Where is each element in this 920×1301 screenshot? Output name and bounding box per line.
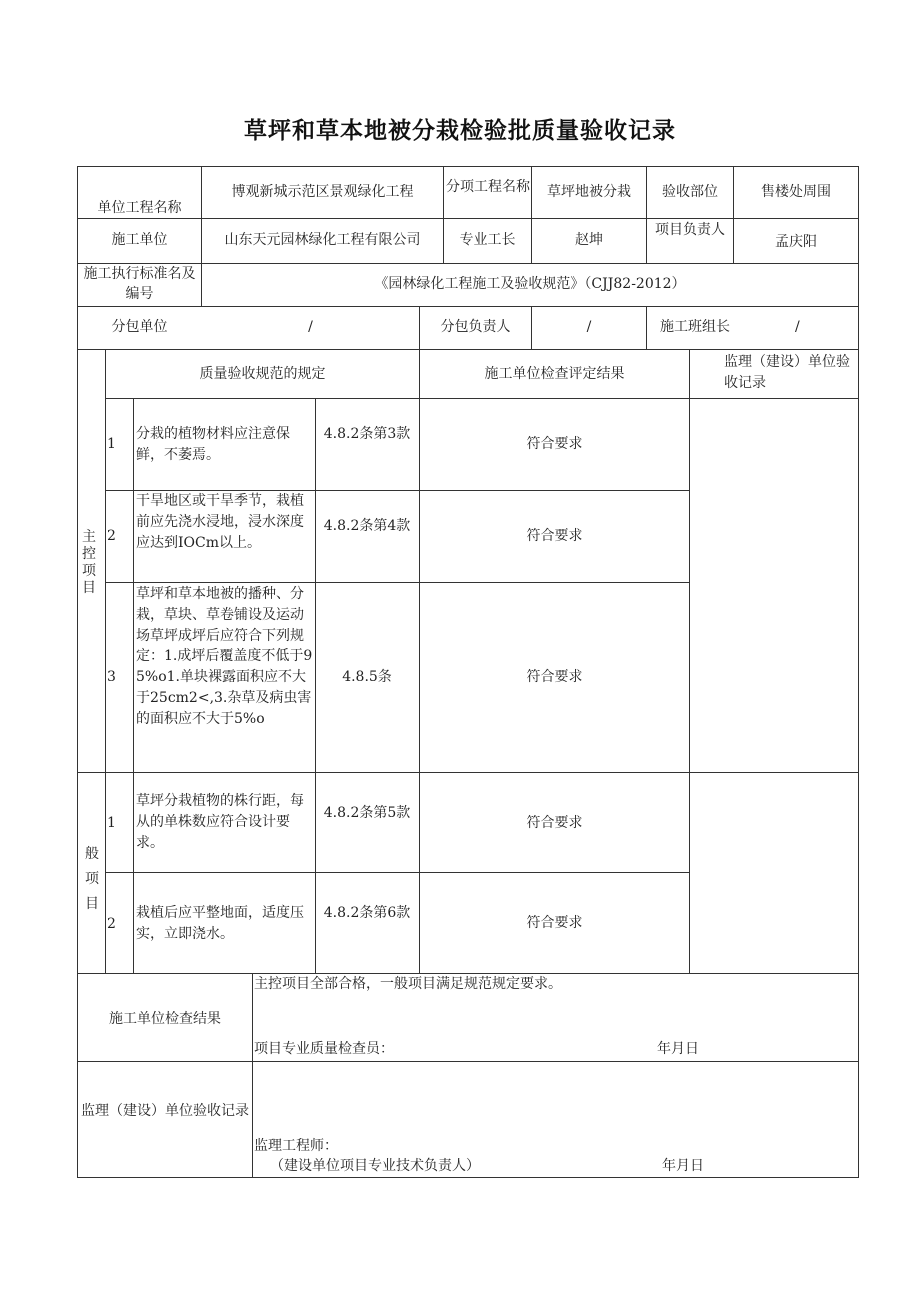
- check-result-label: 施工单位检查结果: [109, 1011, 221, 1027]
- foreman-value: 赵坤: [575, 232, 603, 248]
- page-title: 草坪和草本地被分栽检验批质量验收记录: [244, 118, 676, 144]
- subcontract-value: /: [308, 319, 313, 335]
- item-result: 符合要求: [526, 815, 583, 831]
- standard-label: 施工执行标准名及编号: [83, 266, 196, 302]
- sub-manager-value: /: [586, 319, 592, 335]
- border: [77, 306, 859, 307]
- border: [646, 166, 647, 263]
- item-clause: 4.8.2条第4款: [323, 518, 411, 534]
- construction-unit-label: 施工单位: [111, 232, 168, 248]
- item-number: 2: [107, 528, 116, 544]
- item-spec-text: 干旱地区或干旱季节，栽植前应先浇水浸地，浸水深度应达到IOCm以上。: [136, 493, 304, 551]
- unit-project-label: 单位工程名称: [97, 200, 182, 216]
- supervise-engineer-label: 监理工程师：: [254, 1138, 338, 1154]
- item-number: 1: [107, 815, 116, 831]
- border: [77, 772, 859, 773]
- supervisor-column-header: 监理（建设）单位验收记录: [724, 354, 850, 391]
- item-spec-text: 分栽的植物材料应注意保鲜，不萎焉。: [136, 426, 290, 463]
- item-result: 符合要求: [526, 915, 583, 931]
- item-number: 2: [107, 916, 116, 932]
- item-clause: 4.8.2条第5款: [323, 805, 411, 821]
- supervise-date: 年月日: [662, 1158, 704, 1174]
- border: [105, 398, 859, 399]
- item-spec-text: 草坪分栽植物的株行距，每从的单株数应符合设计要求。: [136, 793, 304, 851]
- sub-project-label: 分项工程名称: [446, 179, 530, 195]
- team-leader-value: /: [795, 319, 800, 335]
- item-clause: 4.8.2条第3款: [323, 426, 411, 442]
- border: [133, 398, 134, 973]
- accept-part-label: 验收部位: [662, 184, 718, 200]
- quality-inspector-label: 项目专业质量检查员：: [254, 1041, 394, 1057]
- item-clause: 4.8.2条第6款: [323, 905, 411, 921]
- main-items-label: 主控项目: [82, 529, 96, 596]
- border: [105, 582, 690, 583]
- item-number: 3: [107, 669, 116, 685]
- border: [77, 1177, 859, 1178]
- general-items-label: 般项目: [85, 846, 99, 912]
- accept-part-value: 售楼处周围: [761, 184, 831, 200]
- border: [77, 1061, 859, 1062]
- sub-manager-label: 分包负责人: [440, 319, 511, 335]
- subcontract-label: 分包单位: [111, 319, 168, 335]
- item-result: 符合要求: [526, 669, 583, 685]
- supervise-label: 监理（建设）单位验收记录: [81, 1103, 249, 1119]
- border: [858, 166, 859, 1178]
- sub-project-value: 草坪地被分栽: [547, 184, 631, 200]
- item-spec-text: 栽植后应平整地面，适度压实，立即浇水。: [136, 905, 304, 942]
- item-clause: 4.8.5条: [342, 669, 392, 685]
- pm-value: 孟庆阳: [775, 234, 817, 250]
- supervise-owner-label: （建设单位项目专业技术负责人）: [270, 1158, 480, 1174]
- item-spec-text: 草坪和草本地被的播种、分栽，草块、草卷铺设及运动场草坪成坪后应符合下列规定：1.成坪后覆盖度不低于95%o1.单块裸露面积应不大于25cm2<,3.杂草及病虫害的面积应不大于5%o: [136, 586, 313, 727]
- border: [689, 349, 690, 973]
- border: [105, 349, 106, 973]
- check-date: 年月日: [657, 1041, 699, 1057]
- item-number: 1: [107, 436, 116, 452]
- border: [77, 166, 859, 167]
- foreman-label: 专业工长: [459, 232, 516, 248]
- standard-value: 《园林绿化工程施工及验收规范》（CJJ82-2012）: [374, 276, 686, 292]
- border: [252, 973, 253, 1178]
- border: [77, 349, 859, 350]
- team-leader-label: 施工班组长: [660, 319, 730, 335]
- check-result-text: 主控项目全部合格，一般项目满足规范规定要求。: [254, 976, 562, 992]
- pm-label: 项目负责人: [655, 222, 725, 238]
- construction-unit-value: 山东天元园林绿化工程有限公司: [224, 232, 421, 248]
- border: [646, 306, 647, 349]
- item-result: 符合要求: [526, 436, 583, 452]
- spec-column-header: 质量验收规范的规定: [199, 366, 326, 382]
- border: [105, 872, 690, 873]
- unit-project-value: 博观新城示范区景观绿化工程: [231, 184, 414, 200]
- item-result: 符合要求: [526, 528, 583, 544]
- result-column-header: 施工单位检查评定结果: [484, 366, 625, 382]
- border: [315, 398, 316, 973]
